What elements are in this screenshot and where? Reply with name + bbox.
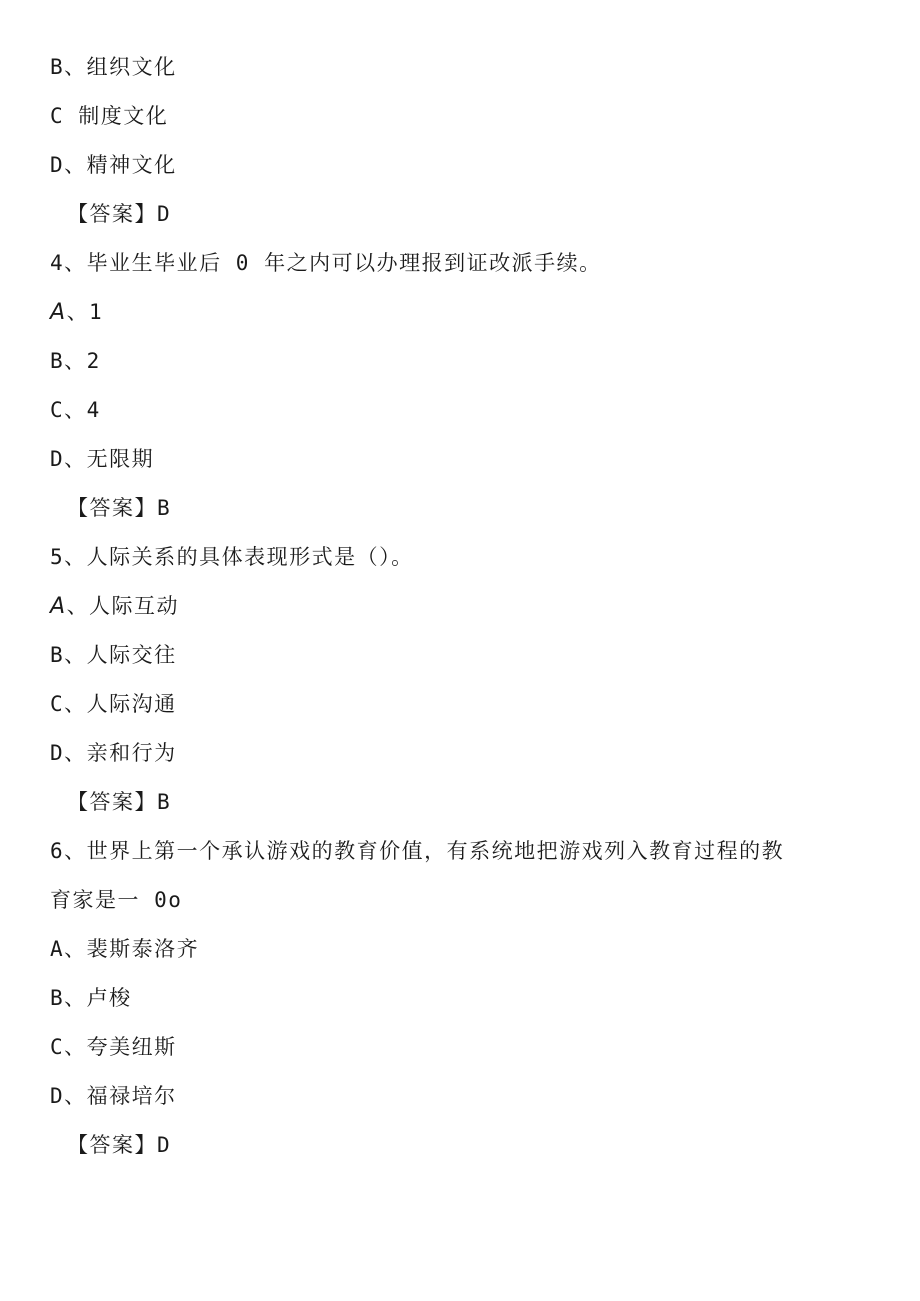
option-line: C、人际沟通 [50,692,177,716]
option-letter: A [50,300,67,325]
question-line: 6、世界上第一个承认游戏的教育价值，有系统地把游戏列入教育过程的教 [50,839,785,863]
option-line: A、裴斯泰洛齐 [50,937,200,961]
option-line [50,592,179,621]
answer-line: 【答案】B [67,790,172,814]
option-line: B、人际交往 [50,643,177,667]
option-line: C 制度文化 [50,104,169,128]
option-line: C、4 [50,398,101,422]
option-line: B、卢梭 [50,986,132,1010]
option-text: 、1 [66,300,104,324]
option-line: D、福禄培尔 [50,1084,177,1108]
option-letter: A [50,594,67,619]
answer-line: 【答案】D [67,1133,172,1157]
option-line: B、2 [50,349,101,373]
option-text: 、人际互动 [66,594,180,618]
question-line: 5、人际关系的具体表现形式是（）。 [50,545,414,569]
answer-line: 【答案】B [67,496,172,520]
option-line: D、精神文化 [50,153,177,177]
question-line: 4、毕业生毕业后 0 年之内可以办理报到证改派手续。 [50,251,602,275]
option-line: C、夸美纽斯 [50,1035,177,1059]
question-line: 育家是一 0o [50,888,183,912]
answer-line: 【答案】D [67,202,172,226]
option-line [50,298,103,327]
option-line: B、组织文化 [50,55,177,79]
option-line: D、亲和行为 [50,741,177,765]
option-line: D、无限期 [50,447,155,471]
